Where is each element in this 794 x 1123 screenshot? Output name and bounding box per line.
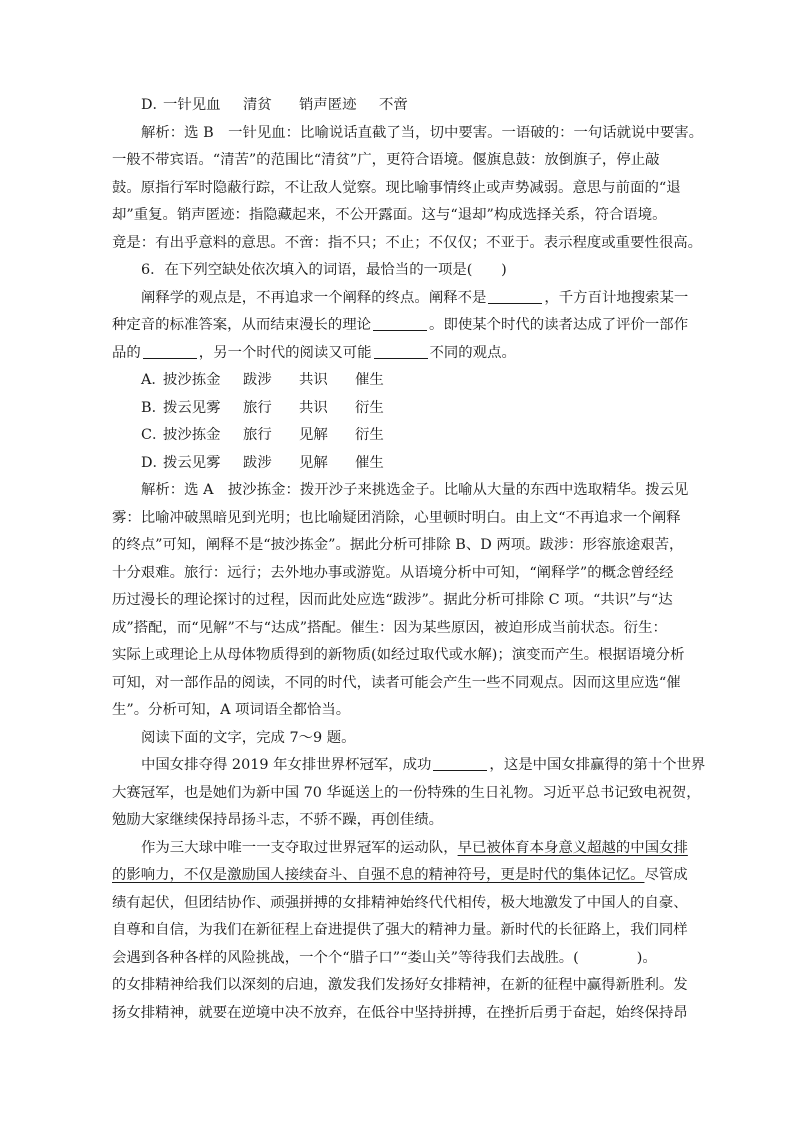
passage-p2-line: 扬女排精神，就要在逆境中决不放弃，在低谷中坚持拼搏，在挫折后勇于奋起，始终保持昂 (112, 1004, 688, 1021)
q5-option-d: D．一针见血 清贫 销声匿迹 不啻 (112, 92, 687, 120)
q6-analysis-line: 十分艰难。旅行：远行；去外地办事或游览。从语境分析中可知，“阐释学”的概念曾经经 (112, 564, 674, 581)
q5-analysis-line: 鼓。原指行军时隐蔽行踪，不让敌人觉察。现比喻事情终止或声势减弱。意思与前面的“退 (112, 179, 681, 196)
q5-analysis-line: 竟是：有出乎意料的意思。不啻：指不只；不止；不仅仅；不亚于。表示程度或重要性很高。 (112, 234, 703, 251)
q6-passage-line: 品的 ，另一个时代的阅读又可能 不同的观点。 (112, 340, 687, 368)
fill-blank (433, 754, 487, 771)
passage-p2-line: 作为三大球中唯一一支夺取过世界冠军的运动队，早已被体育本身意义超越的中国女排 (141, 839, 688, 856)
q6-analysis-line: 实际上或理论上从母体物质得到的新物质(如经过取代或水解)；演变而产生。根据语境分析 (112, 647, 685, 663)
passage-p2-line: 自尊和自信，为我们在新征程上奋进提供了强大的精神力量。新时代的长征路上，我们同样 (112, 922, 688, 938)
underlined-sentence: 的影响力，不仅是激励国人接续奋斗、自强不息的精神符号，更是时代的集体记忆。 (112, 867, 645, 883)
q6-analysis-line: 可知，对一部作品的阅读，不同的时代，读者可能会产生一些不同观点。因而这里应选“催 (112, 674, 681, 691)
underlined-sentence: 早已被体育本身意义超越的中国女排 (457, 839, 688, 856)
passage-p1-line: 大赛冠军，也是她们为新中国 70 华诞送上的一份特殊的生日礼物。习近平总书记致电祝贺， (112, 784, 701, 801)
passage-p1-line: 勉励大家继续保持昂扬斗志，不骄不躁，再创佳绩。 (112, 812, 443, 828)
passage-p2-line: 会遇到各种各样的风险挑战，一个个“腊子口”“娄山关”等待我们去战胜。( )。 (112, 949, 657, 966)
q6-option-d: D．拨云见雾 跋涉 见解 催生 (141, 454, 384, 471)
passage-p1-line: 中国女排夺得 2019 年女排世界杯冠军，成功 ，这是中国女排赢得的第十个世界 (112, 752, 687, 780)
q6-passage-line: 种定音的标准答案，从而结束漫长的理论 。即使某个时代的读者达成了评价一部作 (112, 312, 687, 340)
q6-analysis-line: 雾：比喻冲破黑暗见到光明；也比喻疑团消除，心里顿时明白。由上文“不再追求一个阐释 (112, 509, 681, 526)
passage-p2-line: 绩有起伏，但团结协作、顽强拼搏的女排精神始终代代相传，极大地激发了中国人的自豪、 (112, 894, 688, 911)
q5-analysis-line: 解析：选 B 一针见血：比喻说话直截了当，切中要害。一语破的：一句话就说中要害。 (141, 124, 703, 141)
q6-analysis-line: 的终点”可知，阐释不是“披沙拣金”。据此分析可排除 B、D 两项。跋涉：形容旅途艰苦， (112, 537, 684, 553)
option-label: D． (141, 97, 167, 113)
q5-analysis-line: 一般不带宾语。“清苦”的范围比“清贫”广，更符合语境。偃旗息鼓：放倒旗子，停止敲 (112, 152, 660, 168)
passage-p2-line: 的女排精神给我们以深刻的启迪，激发我们发扬好女排精神，在新的征程中赢得新胜利。发 (112, 977, 688, 993)
q6-passage-line: 阐释学的观点是，不再追求一个阐释的终点。阐释不是 ，千方百计地搜索某一 (112, 285, 687, 313)
q6-analysis-line: 生”。分析可知，A 项词语全都恰当。 (112, 702, 351, 718)
fill-blank (143, 342, 197, 359)
q6-analysis-line: 历过漫长的理论探讨的过程，因而此处应选“跋涉”。据此分析可排除 C 项。“共识”与“达 (112, 592, 673, 608)
fill-blank (488, 287, 542, 304)
q6-option-a: A．披沙拣金 跋涉 共识 催生 (141, 372, 384, 388)
q6-stem: 6．在下列空缺处依次填入的词语，最恰当的一项是( ) (141, 262, 507, 278)
q6-option-b: B．拨云见雾 旅行 共识 衍生 (141, 399, 384, 416)
reading-intro: 阅读下面的文字，完成 7～9 题。 (141, 729, 356, 746)
q6-analysis-line: 成”搭配，而“见解”不与“达成”搭配。催生：因为某些原因，被迫形成当前状态。衍生： (112, 619, 667, 636)
document-page (112, 92, 706, 1027)
fill-blank (374, 342, 428, 359)
q6-analysis-line: 解析：选 A 披沙拣金：拨开沙子来挑选金子。比喻从大量的东西中选取精华。拨云见 (141, 482, 689, 498)
fill-blank (373, 314, 427, 331)
q5-analysis-line: 却”重复。销声匿迹：指隐藏起来，不公开露面。这与“退却”构成选择关系，符合语境。 (112, 207, 667, 223)
q6-option-c: C．披沙拣金 旅行 见解 衍生 (141, 427, 384, 443)
passage-p2-line: 的影响力，不仅是激励国人接续奋斗、自强不息的精神符号，更是时代的集体记忆。尽管成 (112, 867, 688, 883)
